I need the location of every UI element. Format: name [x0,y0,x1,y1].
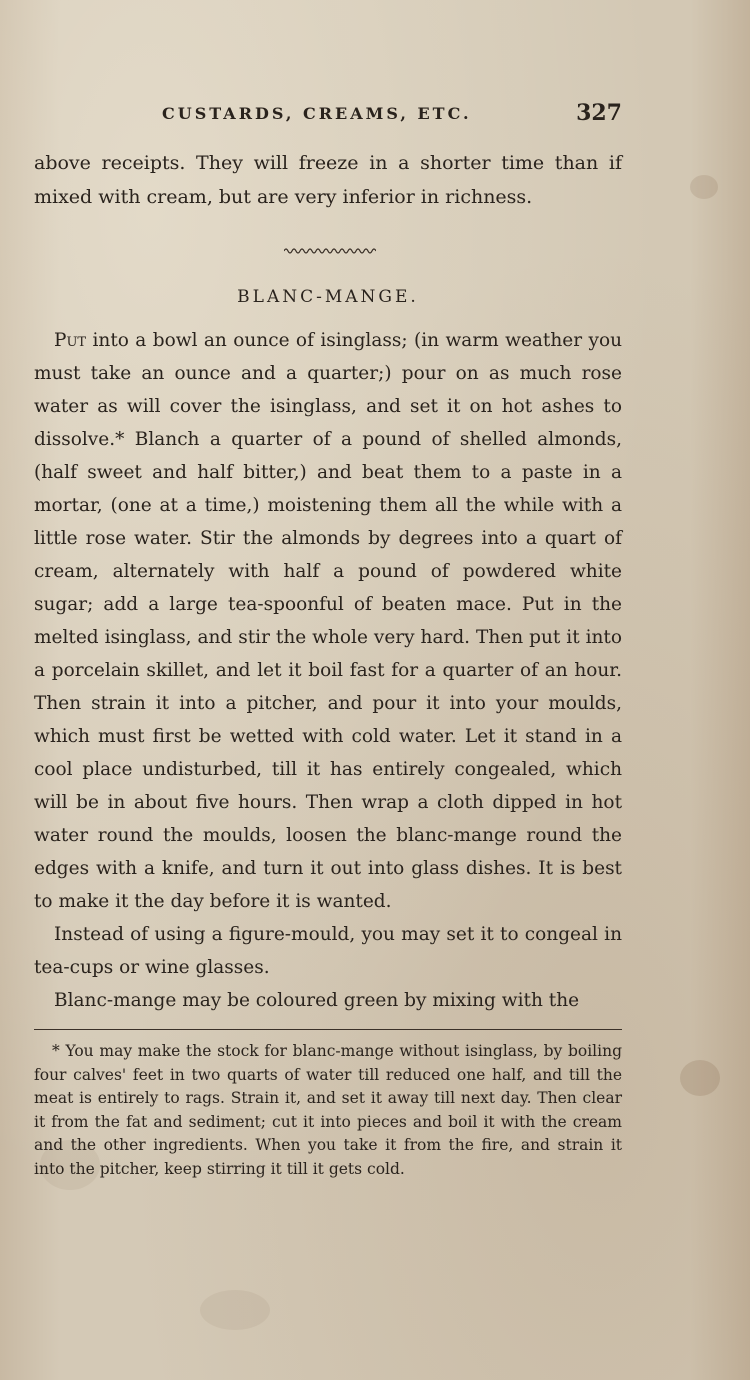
running-head-title: CUSTARDS, CREAMS, ETC. [162,104,472,123]
paragraph [34,324,622,918]
paper-stain [680,1060,720,1096]
first-word: Put [54,330,87,351]
paragraph: Instead of using a figure-mould, you may set it to congeal in tea-cups or wine glasses. [34,924,622,978]
section-title: BLANC-MANGE. [237,287,419,307]
book-page [34,0,622,1380]
lead-paragraph: above receipts. They will freeze in a shorter time than if mixed with cream, but are very inferior in richness. [34,152,622,208]
wavy-divider-ornament [284,244,376,258]
footnote-text: * You may make the stock for blanc-mange without isinglass, by boiling four calves' feet in two quarts of water till reduced one half, and till the meat is entirely to rags. Strain it, and set it away till next day. Then clear it from the fat and sediment; cut it into pieces and boil it with the cream and the other ingredients. When you take it from the fire, and strain it into the pitcher, keep stirring it till it gets cold. [34,1042,622,1178]
footnote-rule [34,1029,622,1030]
paragraph-text: into a bowl an ounce of isinglass; (in warm weather you must take an ounce and a quarter;) pour on as much rose water as will cover the isinglass, and set it on hot ashes to dissolve.* Blanch a quarter of a pound of shelled almonds, (half sweet and half bitter,) and beat them to a paste in a mortar, (one at a time,) moistening them all the while with a little rose water. Stir the almonds by degrees into a quart of cream, alternately with half a pound of powdered white sugar; add a large tea-spoonful of beaten mace. Put in the melted isinglass, and stir the whole very hard. Then put it into a porcelain skillet, and let it boil fast for a quarter of an hour. Then strain it into a pitcher, and pour it into your moulds, which must first be wetted with cold water. Let it stand in a cool place undisturbed, till it has entirely congealed, which will be in about five hours. Then wrap a cloth dipped in hot water round the moulds, loosen the blanc-mange round the edges with a knife, and turn it out into glass dishes. It is best to make it the day before it is wanted. [34,330,622,912]
page-number: 327 [576,100,622,126]
footnote [34,1040,622,1181]
paragraph: Blanc-mange may be coloured green by mixing with the [54,990,580,1011]
recipe-body [34,324,622,1017]
paper-stain [690,175,718,199]
running-head [34,100,622,130]
